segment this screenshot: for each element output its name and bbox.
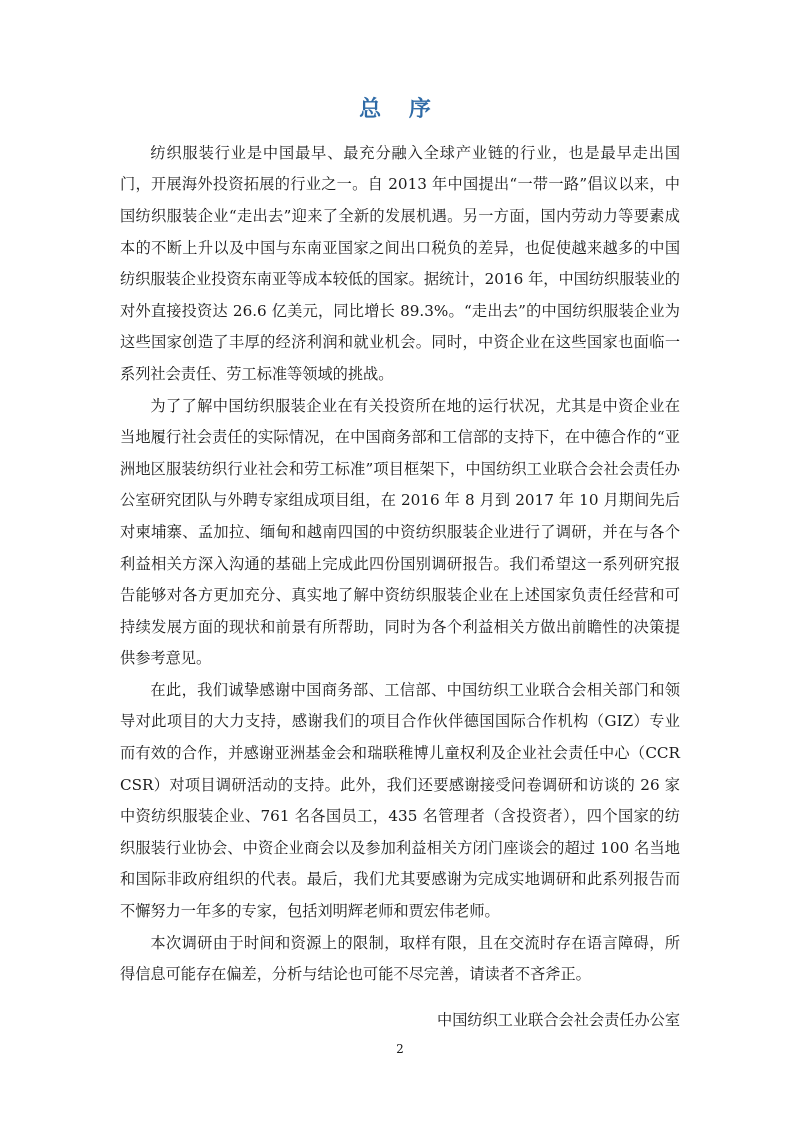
- paragraph-1: 纺织服装行业是中国最早、最充分融入全球产业链的行业，也是最早走出国门，开展海外投资拓展的行业之一。自 2013 年中国提出“一带一路”倡议以来，中国纺织服装企业“走出去”迎来了全新的发展机遇。另一方面，国内劳动力等要素成本的不断上升以及中国与东南亚国家之间出口税负的差异，也促使越来越多的中国纺织服装企业投资东南亚等成本较低的国家。据统计，2016 年，中国纺织服装业的对外直接投资达 26.6 亿美元，同比增长 89.3%。“走出去”的中国纺织服装企业为这些国家创造了丰厚的经济利润和就业机会。同时，中资企业在这些国家也面临一系列社会责任、劳工标准等领域的挑战。: [120, 143, 680, 383]
- page-title: 总 序: [359, 97, 441, 122]
- document-page: [120, 95, 680, 1056]
- signature: 中国纺织工业联合会社会责任办公室: [437, 1010, 680, 1029]
- paragraph-3: 在此，我们诚挚感谢中国商务部、工信部、中国纺织工业联合会相关部门和领导对此项目的大力支持，感谢我们的项目合作伙伴德国国际合作机构（GIZ）专业而有效的合作，并感谢亚洲基金会和瑞联稚博儿童权利及企业社会责任中心（CCR CSR）对项目调研活动的支持。此外，我们还要感谢接受问卷调研和访谈的 26 家中资纺织服装企业、761 名各国员工，435 名管理者（含投资者），四个国家的纺织服装行业协会、中资企业商会以及参加利益相关方闭门座谈会的超过 100 名当地和国际非政府组织的代表。最后，我们尤其要感谢为完成实地调研和此系列报告而不懈努力一年多的专家，包括刘明辉老师和贾宏伟老师。: [120, 680, 680, 921]
- paragraph-4: 本次调研由于时间和资源上的限制，取样有限，且在交流时存在语言障碍，所得信息可能存在偏差，分析与结论也可能不尽完善，请读者不吝斧正。: [120, 933, 680, 984]
- paragraph-2: 为了了解中国纺织服装企业在有关投资所在地的运行状况，尤其是中资企业在当地履行社会责任的实际情况，在中国商务部和工信部的支持下，在中德合作的“亚洲地区服装纺织行业社会和劳工标准”项目框架下，中国纺织工业联合会社会责任办公室研究团队与外聘专家组成项目组，在 2016 年 8 月到 2017 年 10 月期间先后对柬埔寨、孟加拉、缅甸和越南四国的中资纺织服装企业进行了调研，并在与各个利益相关方深入沟通的基础上完成此四份国别调研报告。我们希望这一系列研究报告能够对各方更加充分、真实地了解中资纺织服装企业在上述国家负责任经营和可持续发展方面的现状和前景有所帮助，同时为各个利益相关方做出前瞻性的决策提供参考意见。: [120, 396, 680, 668]
- page-number: 2: [396, 1042, 404, 1057]
